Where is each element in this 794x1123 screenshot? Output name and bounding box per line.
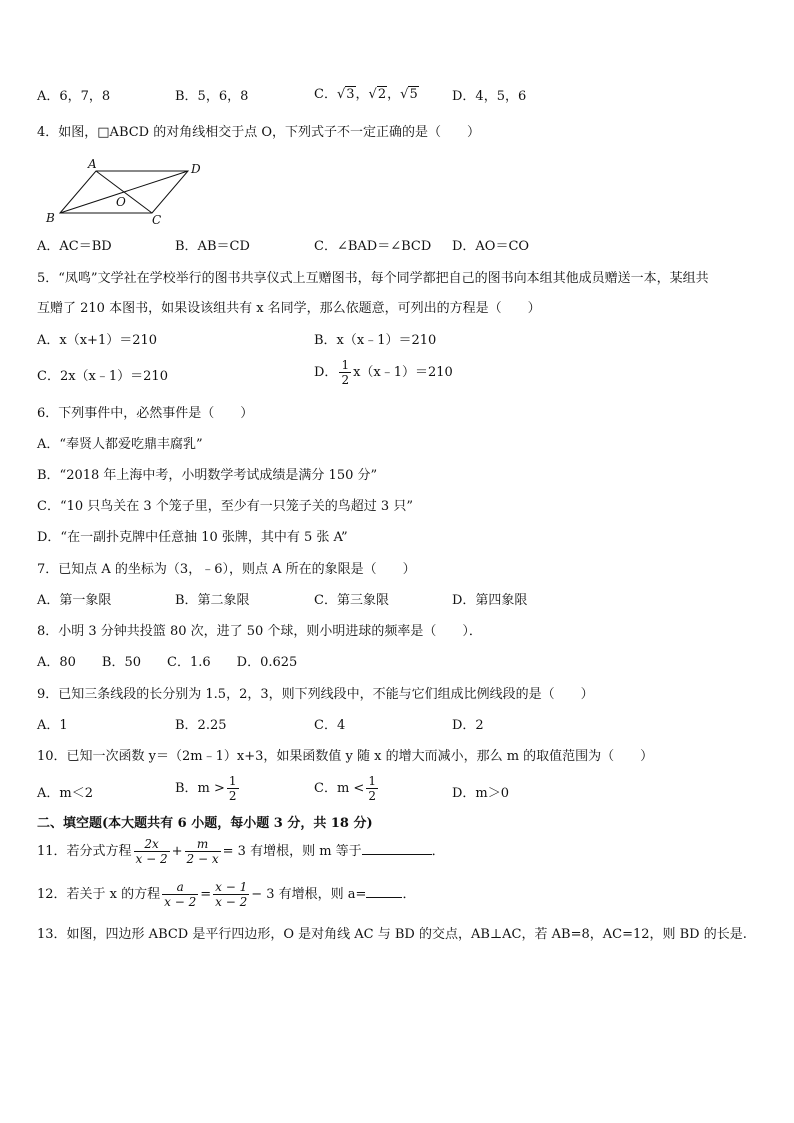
parallelogram-figure: [40, 156, 210, 226]
q10-option-d: D．m＞0: [452, 786, 510, 801]
q6-option-a: A．“奉贤人都爱吃鼎丰腐乳”: [37, 437, 203, 452]
q10-option-c: C．m < $\frac{1}{2}$: [314, 774, 376, 803]
q4-option-b: B．AB＝CD: [175, 239, 250, 254]
fraction-a-over-x-minus-2: $\frac{a}{x - 2}$: [164, 880, 197, 909]
q10-option-b: B．m > $\frac{1}{2}$: [175, 774, 237, 803]
q9-option-d: D．2: [452, 718, 484, 733]
sqrt-3: √3: [336, 87, 355, 102]
q7-option-c: C．第三象限: [314, 593, 389, 608]
q9-option-a: A．1: [37, 718, 68, 733]
vertex-label-d: D: [191, 162, 201, 176]
vertex-label-c: C: [152, 213, 162, 226]
q5-option-d: D． $\frac{1}{2}$ x（x﹣1）＝210: [314, 358, 453, 387]
fraction-one-half: $\frac{1}{2}$: [368, 774, 376, 803]
q7-option-d: D．第四象限: [452, 593, 528, 608]
answer-blank[interactable]: [366, 885, 402, 898]
q7-option-b: B．第二象限: [175, 593, 250, 608]
fraction-one-half: $\frac{1}{2}$: [341, 358, 350, 387]
q8-options: A．80 B．50 C．1.6 D．0.625: [37, 655, 298, 670]
fraction-x-minus-1-over-x-minus-2: $\frac{x - 1}{x - 2}$: [215, 880, 248, 909]
q9-option-c: C．4: [314, 718, 346, 733]
fraction-one-half: $\frac{1}{2}$: [228, 774, 237, 803]
q11: 11．若分式方程 $\frac{2x}{x - 2}$ + $\frac{m}{2 - x}$ = 3 有增根，则 m 等于 ．: [37, 837, 445, 866]
section-heading-fill-in: 二、填空题(本大题共有 6 小题，每小题 3 分，共 18 分): [37, 816, 373, 831]
q7-option-a: A．第一象限: [37, 593, 112, 608]
q7-stem: 7．已知点 A 的坐标为（3，﹣6），则点 A 所在的象限是（ ）: [37, 562, 416, 577]
q5-stem-line1: 5．“凤鸣”文学社在学校举行的图书共享仪式上互赠图书，每个同学都把自己的图书向本组其他成员赠送一本，某组共: [37, 271, 709, 286]
q3-option-d: D．4，5，6: [452, 89, 527, 104]
fraction-m-over-2-minus-x: $\frac{m}{2 - x}$: [186, 837, 219, 866]
q9-stem: 9．已知三条线段的长分别为 1.5，2，3，则下列线段中，不能与它们组成比例线段的是（ ）: [37, 687, 594, 702]
q6-option-c: C．“10 只鸟关在 3 个笼子里，至少有一只笼子关的鸟超过 3 只”: [37, 499, 413, 514]
q12: 12．若关于 x 的方程 $\frac{a}{x - 2}$ = $\frac{x - 1}{x - 2}$ − 3 有增根，则 a= ．: [37, 880, 416, 909]
answer-blank[interactable]: [362, 842, 432, 855]
vertex-label-a: A: [88, 157, 97, 171]
q5-option-b: B．x（x﹣1）＝210: [314, 333, 437, 348]
q4-option-c: C．∠BAD＝∠BCD: [314, 239, 432, 254]
q3-option-a: A．6，7，8: [37, 89, 111, 104]
sqrt-5: √5: [400, 87, 418, 102]
q13-stem: 13．如图，四边形 ABCD 是平行四边形，O 是对角线 AC 与 BD 的交点，AB⊥AC，若 AB=8，AC=12，则 BD 的长是.: [37, 927, 747, 942]
q3-option-c: C．√3，√2，√5: [314, 87, 418, 102]
q8-stem: 8．小明 3 分钟共投篮 80 次，进了 50 个球，则小明进球的频率是（ ）．: [37, 624, 482, 639]
q10-option-a: A．m＜2: [37, 786, 93, 801]
q6-option-d: D．“在一副扑克牌中任意抽 10 张牌，其中有 5 张 A”: [37, 530, 348, 545]
q6-stem: 6．下列事件中，必然事件是（ ）: [37, 406, 254, 421]
vertex-label-o: O: [116, 195, 126, 209]
q4-option-d: D．AO＝CO: [452, 239, 530, 254]
fraction-2x-over-x-minus-2: $\frac{2x}{x - 2}$: [135, 837, 168, 866]
sqrt-2: √2: [368, 87, 387, 102]
vertex-label-b: B: [46, 211, 55, 225]
q5-option-a: A．x（x+1）＝210: [37, 333, 158, 348]
q5-stem-line2: 互赠了 210 本图书，如果设该组共有 x 名同学，那么依题意，可列出的方程是（ ）: [37, 301, 541, 316]
q6-option-b: B．“2018 年上海中考，小明数学考试成绩是满分 150 分”: [37, 468, 378, 483]
q4-stem: 4．如图，□ABCD 的对角线相交于点 O，下列式子不一定正确的是（ ）: [37, 125, 481, 140]
q9-option-b: B．2.25: [175, 718, 227, 733]
q4-option-a: A．AC＝BD: [37, 239, 112, 254]
q5-option-c: C．2x（x﹣1）＝210: [37, 369, 168, 384]
q10-stem: 10．已知一次函数 y＝（2m﹣1）x+3，如果函数值 y 随 x 的增大而减小，那么 m 的取值范围为（ ）: [37, 749, 654, 764]
q3-option-b: B．5，6，8: [175, 89, 249, 104]
